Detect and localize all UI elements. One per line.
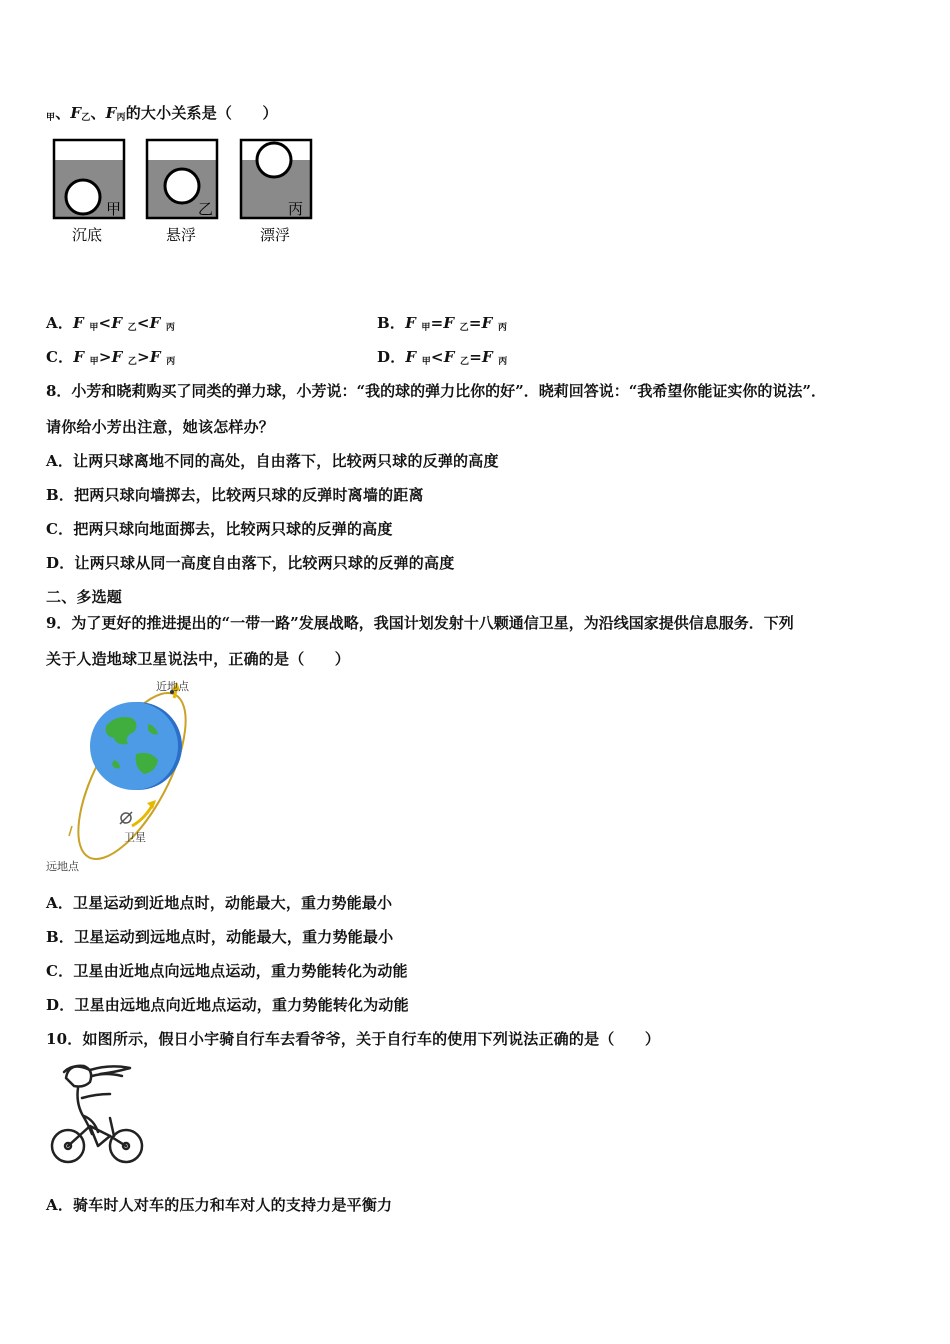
subscript-yi: 乙 <box>459 323 469 333</box>
relation: = <box>468 314 482 332</box>
caption-suspend: 悬浮 <box>166 226 197 244</box>
q8-option-c: C．把两只球向地面掷去，比较两只球的反弹的高度 <box>46 520 393 538</box>
force-symbol: F <box>405 314 416 332</box>
label-satellite: 卫星 <box>124 831 146 844</box>
subscript-yi: 乙 <box>127 357 138 367</box>
label-yi: 乙 <box>198 200 214 218</box>
subscript-bing: 丙 <box>497 323 508 333</box>
satellite-orbit-figure <box>44 676 214 876</box>
force-symbol: F <box>111 348 123 366</box>
subscript-bing: 丙 <box>116 113 126 123</box>
subscript-yi: 乙 <box>460 357 470 367</box>
option-letter: D． <box>377 348 406 366</box>
subscript-jia: 甲 <box>421 357 431 367</box>
separator: 、 <box>90 104 106 122</box>
subscript-bing: 丙 <box>166 357 176 367</box>
relation: > <box>137 348 150 366</box>
subscript-yi: 乙 <box>81 113 91 123</box>
relation: < <box>98 314 112 332</box>
force-symbol: F <box>111 314 123 332</box>
q8-stem-line2: 请你给小芳出注意，她该怎样办？ <box>46 418 275 436</box>
q10-stem: 10．如图所示，假日小宇骑自行车去看爷爷，关于自行车的使用下列说法正确的是（ ） <box>46 1030 661 1048</box>
earth-icon <box>90 702 182 790</box>
label-apogee: 远地点 <box>46 860 79 873</box>
subscript-bing: 丙 <box>165 323 176 333</box>
q9-stem-line2: 关于人造地球卫星说法中，正确的是（ ） <box>46 650 351 668</box>
container-suspend <box>147 140 217 218</box>
q9-option-a: A．卫星运动到近地点时，动能最大，重力势能最小 <box>46 894 393 912</box>
label-bing: 丙 <box>288 200 304 218</box>
subscript-bing: 丙 <box>498 357 508 367</box>
relation: > <box>98 348 112 366</box>
force-symbol: F <box>443 314 455 332</box>
q8-stem-line1: 8．小芳和晓莉购买了同类的弹力球，小芳说：“我的球的弹力比你的好”．晓莉回答说：“我希望你能证实你的说法”． <box>46 382 826 400</box>
relation: = <box>469 348 482 366</box>
q10-option-a: A．骑车时人对车的压力和车对人的支持力是平衡力 <box>46 1196 393 1214</box>
relation: < <box>430 348 444 366</box>
q7-option-b <box>377 312 507 333</box>
caption-sink: 沉底 <box>72 226 103 244</box>
force-symbol: F <box>73 314 84 332</box>
caption-float: 漂浮 <box>260 226 291 244</box>
subscript-jia: 甲 <box>89 357 99 367</box>
option-letter: C． <box>46 348 74 366</box>
q7-option-d <box>377 346 507 367</box>
force-symbol: F <box>73 348 85 366</box>
q9-option-b: B．卫星运动到远地点时，动能最大，重力势能最小 <box>46 928 394 946</box>
option-letter: B． <box>377 314 406 332</box>
force-symbol: F <box>481 348 493 366</box>
separator: 、 <box>55 104 71 122</box>
force-symbol: F <box>481 314 493 332</box>
container-sink <box>54 140 124 218</box>
q9-option-c: C．卫星由近地点向远地点运动，重力势能转化为动能 <box>46 962 408 980</box>
buoyancy-containers-figure <box>50 136 320 248</box>
force-symbol: F <box>149 314 161 332</box>
force-symbol: F <box>443 348 455 366</box>
label-jia: 甲 <box>106 200 122 218</box>
force-symbol: F <box>149 348 161 366</box>
q9-stem-line1: 9．为了更好的推进提出的“一带一路”发展战略，我国计划发射十八颗通信卫星，为沿线国家提供信息服务．下列 <box>46 614 794 632</box>
option-letter: A． <box>46 314 74 332</box>
subscript-jia: 甲 <box>421 323 431 333</box>
q8-option-a: A．让两只球离地不同的高处，自由落下，比较两只球的反弹的高度 <box>46 452 499 470</box>
q7-option-c <box>46 346 175 367</box>
q8-option-d: D．让两只球从同一高度自由落下，比较两只球的反弹的高度 <box>46 554 455 572</box>
satellite-icon <box>120 812 132 824</box>
q7-option-a <box>46 312 175 333</box>
section-heading: 二、多选题 <box>46 588 123 606</box>
force-symbol: F <box>405 348 417 366</box>
cyclist-figure <box>48 1058 148 1170</box>
container-float <box>241 140 311 218</box>
force-symbol: F <box>105 104 117 122</box>
subscript-jia: 甲 <box>89 323 99 333</box>
relation: < <box>136 314 150 332</box>
cyclist-icon <box>52 1066 142 1162</box>
stem-suffix: 的大小关系是（ ） <box>125 104 278 122</box>
q7-stem <box>46 102 278 123</box>
relation: = <box>430 314 444 332</box>
label-perigee: 近地点 <box>156 680 189 693</box>
q9-option-d: D．卫星由远地点向近地点运动，重力势能转化为动能 <box>46 996 409 1014</box>
q8-option-b: B．把两只球向墙掷去，比较两只球的反弹时离墙的距离 <box>46 486 424 504</box>
subscript-yi: 乙 <box>127 323 137 333</box>
subscript-jia: 甲 <box>46 113 56 123</box>
force-symbol: F <box>70 104 82 122</box>
